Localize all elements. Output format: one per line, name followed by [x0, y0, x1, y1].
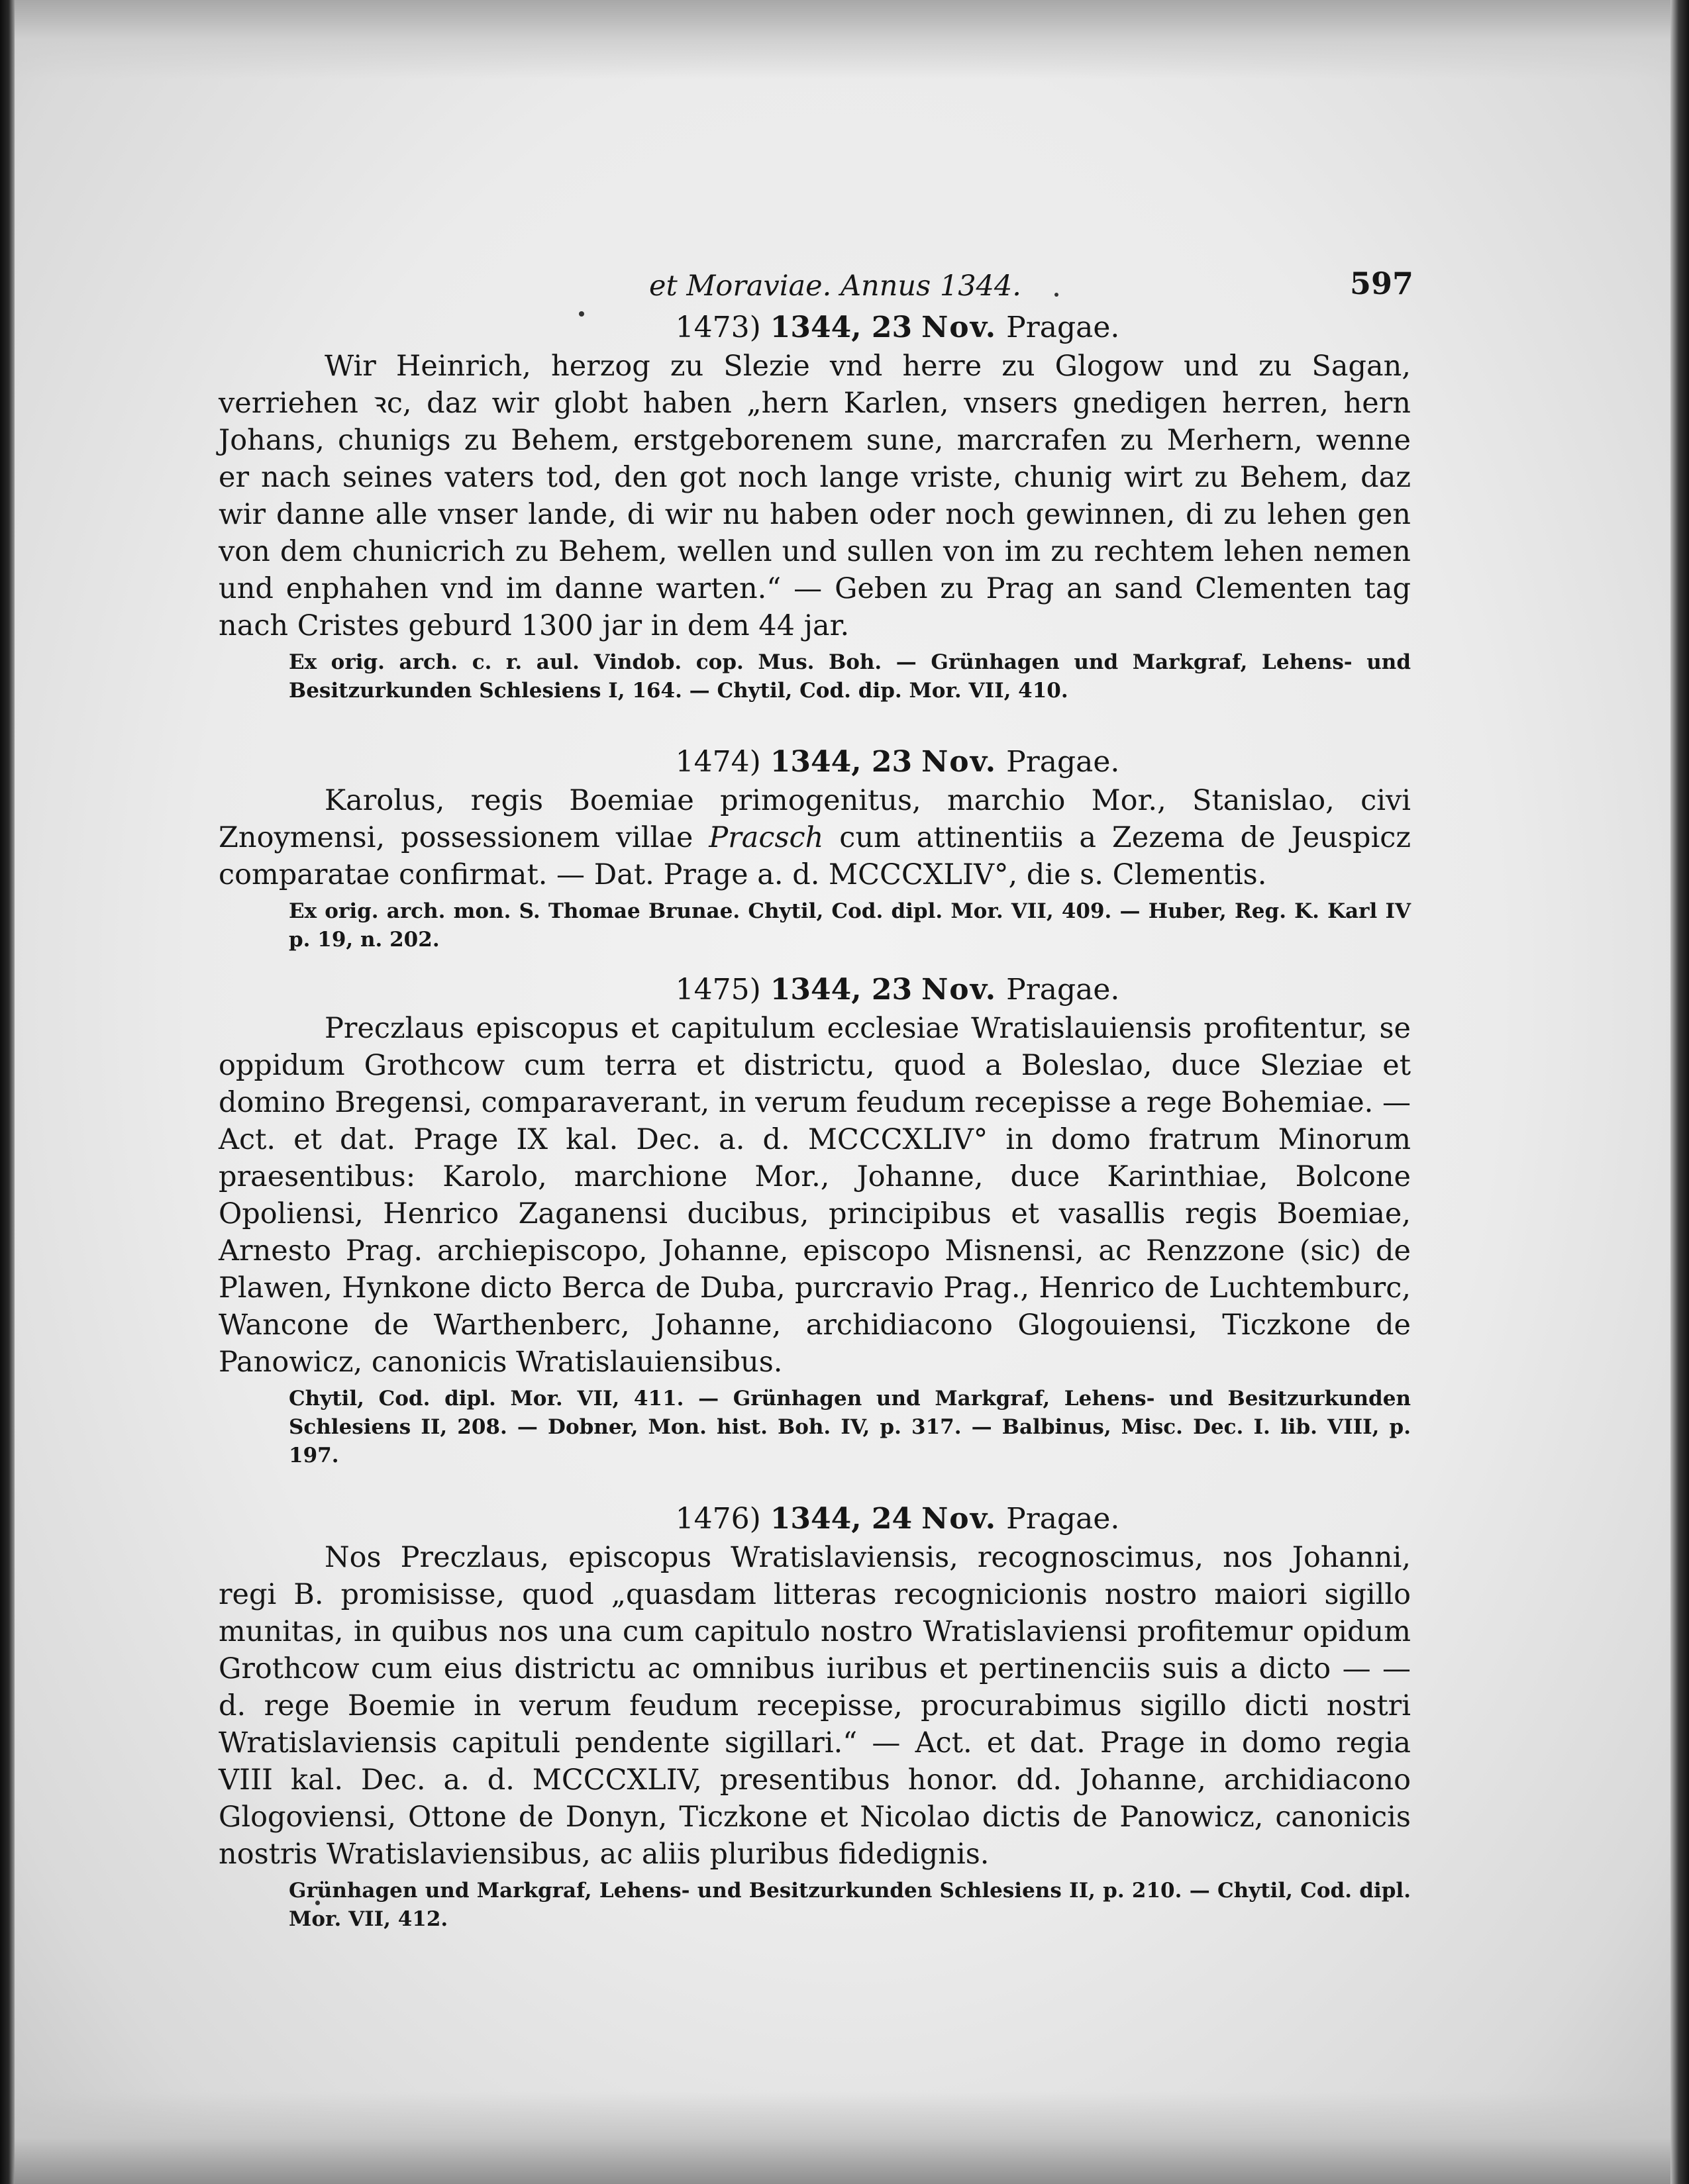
running-head [219, 262, 1411, 308]
entry-number: 1475) [675, 973, 761, 1007]
entry-source-note: Ex orig. arch. c. r. aul. Vindob. cop. Mus. Boh. — Grünhagen und Markgraf, Lehens- und Besitzurkunden Schlesiens I, 164. — Chytil, Cod. dip. Mor. VII, 410. [289, 650, 1411, 703]
entry-month: Nov. [921, 973, 998, 1007]
entry-number: 1474) [675, 745, 761, 779]
page-number: 597 [1349, 266, 1413, 301]
entry-date: 1344, 23 [770, 311, 913, 344]
entry-number: 1476) [675, 1502, 761, 1536]
entry-place: Pragae. [1006, 745, 1120, 779]
entry-source-note: Chytil, Cod. dipl. Mor. VII, 411. — Grünhagen und Markgraf, Lehens- und Besitzurkunden Schlesiens II, 208. — Dobner, Mon. hist. Boh. IV, p. 317. — Balbinus, Misc. Dec. I. lib. VIII, p. 197. [289, 1387, 1411, 1467]
entry-source-note: Ex orig. arch. mon. S. Thomae Brunae. Chytil, Cod. dipl. Mor. VII, 409. — Huber, Reg. K. Karl IV p. 19, n. 202. [289, 899, 1411, 952]
running-head-title: et Moraviae. Annus 1344. [649, 270, 1021, 303]
entry-date: 1344, 23 [770, 973, 913, 1007]
entry-text-part: Karolus, regis Boemiae primogenitus, marchio Mor., Stanislao, civi Znoymensi, possessionem villae [219, 784, 1411, 854]
entry-date: 1344, 23 [770, 745, 913, 779]
entry-number: 1473) [675, 311, 761, 344]
entry-source-note: Grünhagen und Markgraf, Lehens- und Besitzurkunden Schlesiens II, p. 210. — Chytil, Cod. dipl. Mor. VII, 412. [289, 1879, 1411, 1931]
entry-month: Nov. [921, 1502, 998, 1536]
scan-edge-bottom [0, 2091, 1689, 2184]
scan-edge-left [0, 0, 15, 2184]
entry-text: Preczlaus episcopus et capitulum ecclesiae Wratislauiensis profitentur, se oppidum Grothcow cum terra et districtu, quod a Boleslao, duce Sleziae et domino Bregensi, comparaverant, in verum feudum recepisse a rege Bohemiae. — Act. et dat. Prage IX kal. Dec. a. d. MCCCXLIV° in domo fratrum Minorum praesentibus: Karolo, marchione Mor., Johanne, duce Karinthiae, Bolcone Opoliensi, Henrico Zaganensi ducibus, principibus et vasallis regis Boemiae, Arnesto Prag. archiepiscopo, Johanne, episcopo Misnensi, ac Renzzone (sic) de Plawen, Hynkone dicto Berca de Duba, purcravio Prag., Henrico de Luchtemburc, Wancone de Warthenberc, Johanne, archidiacono Glogouiensi, Ticzkone de Panowicz, canonicis Wratislauiensibus. [219, 1012, 1411, 1379]
entry-place: Pragae. [1006, 1502, 1120, 1536]
document-page [219, 262, 1411, 1934]
entry-heading [384, 1499, 1411, 1539]
entry-text: Nos Preczlaus, episcopus Wratislaviensis, recognoscimus, nos Johanni, regi B. promisisse, quod „quasdam litteras recognicionis nostro maiori sigillo munitas, in quibus nos una cum capitulo nostro Wratislaviensi profitemur opidum Grothcow cum eius districtu ac omnibus iuribus et pertinenciis suis a dicto — — d. rege Boemie in verum feudum recepisse, procurabimus sigillo dicti nostri Wratislaviensis capituli pendente sigillari.“ — Act. et dat. Prage in domo regia VIII kal. Dec. a. d. MCCCXLIV, presentibus honor. dd. Johanne, archidiacono Glogoviensi, Ottone de Donyn, Ticzkone et Nicolao dictis de Panowicz, canonicis nostris Wratislaviensibus, ac aliis pluribus fidedignis. [219, 1541, 1411, 1871]
entry-month: Nov. [921, 311, 998, 344]
entry-heading [384, 742, 1411, 782]
entry-date: 1344, 24 [770, 1502, 913, 1536]
entry-month: Nov. [921, 745, 998, 779]
scan-edge-right [1670, 0, 1689, 2184]
entry-place: Pragae. [1006, 973, 1120, 1007]
scan-edge-top [0, 0, 1689, 79]
entry-heading [384, 970, 1411, 1010]
entry-text-italic-place: Pracsch [709, 821, 824, 854]
entry-heading [384, 308, 1411, 348]
entry-text: Wir Heinrich, herzog zu Slezie vnd herre zu Glogow und zu Sagan, verriehen ꝛc, daz wir globt haben „hern Karlen, vnsers gnedigen herren, hern Johans, chunigs zu Behem, erstgeborenem sune, marcrafen zu Merhern, wenne er nach seines vaters tod, den got noch lange vriste, chunig wirt zu Behem, daz wir danne alle vnser lande, di wir nu haben oder noch gewinnen, di zu lehen gen von dem chunicrich zu Behem, wellen und sullen von im zu rechtem lehen nemen und enphahen vnd im danne warten.“ — Geben zu Prag an sand Clementen tag nach Cristes geburd 1300 jar in dem 44 jar. [219, 350, 1411, 642]
entry-place: Pragae. [1006, 311, 1120, 344]
entry-text [219, 782, 1411, 893]
entry-text-part: cum attinentiis a Zezema de Jeuspicz comparatae confirmat. — Dat. Prage a. d. MCCCXLIV°, die s. Clementis. [219, 821, 1411, 891]
